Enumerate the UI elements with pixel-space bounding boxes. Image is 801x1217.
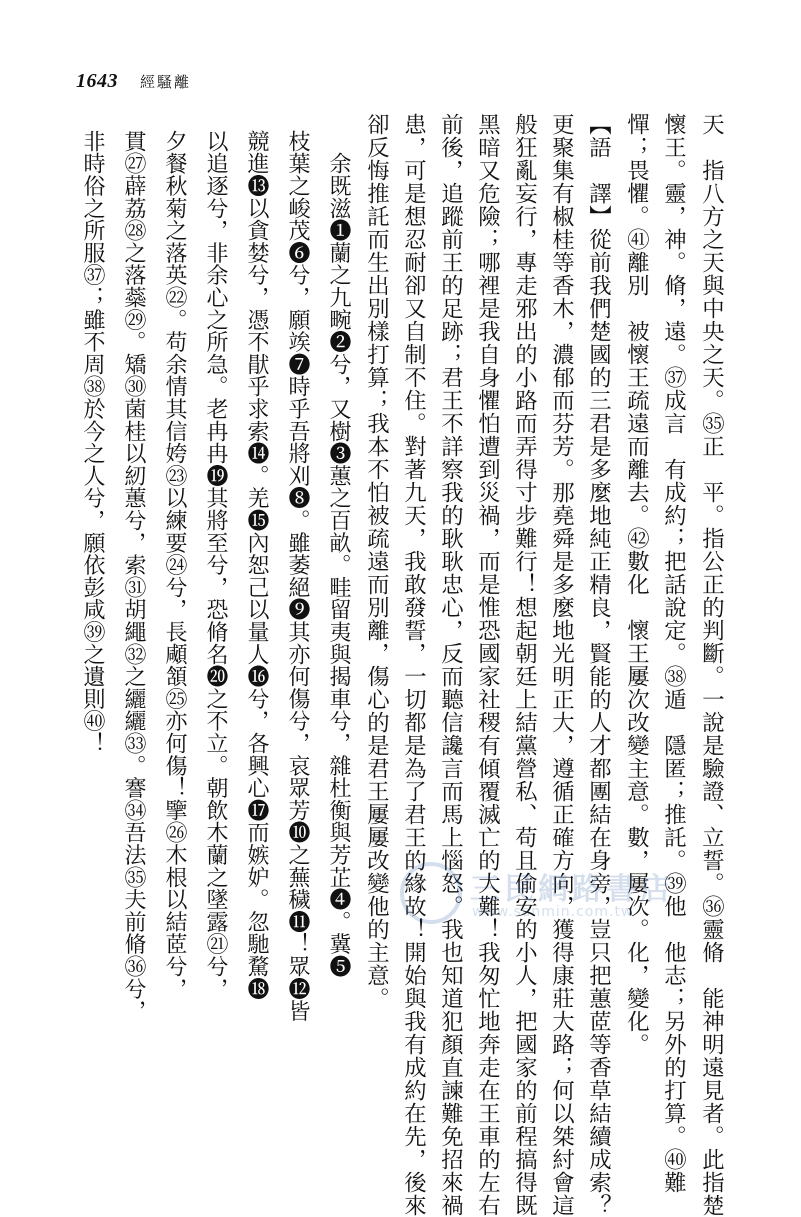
- verse-column-1: 余既滋❶蘭之九畹❷兮，又樹❸蕙之百畝。畦留夷與揭車兮，雜杜衡與芳芷❹。冀❺: [326, 130, 351, 978]
- note-column-2: 懷王。靈，神。脩，遠。㊲成言 有成約；把話說定。㊳遁 隱匿；推託。㊴他 他志；另外的打算。㊵難: [660, 113, 687, 1194]
- verse-column-5: 夕餐秋菊之落英㉒。苟余情其信姱㉓以練要㉔兮，長顑頷㉕亦何傷！擥㉖木根以結茝兮，: [162, 130, 187, 1000]
- publisher-logo-icon: [400, 862, 462, 924]
- translation-column-6: 患，可是想忍耐卻又自制不住。對著九天，我敢發誓，一切都是為了君王的緣故！開始與我有成約在先，後來: [400, 113, 427, 1217]
- verse-column-2: 枝葉之峻茂❻兮，願竢❼時乎吾將刈❽。雖萎絕❾其亦何傷兮，哀眾芳❿之蕪穢⓫！眾⓬皆: [285, 130, 310, 1022]
- verse-column-3: 競進⓭以貪婪兮，憑不猒乎求索⓮。羌⓯內恕己以量人⓰兮，各興心⓱而嫉妒。忽馳騖⓲: [244, 130, 269, 1000]
- translation-column-7: 卻反悔推託而生出別樣打算；我本不怕被疏遠而別離，傷心的是君王屢屢改變他的主意。: [363, 113, 390, 1010]
- verse-column-4: 以追逐兮，非余心之所急。老冉冉⓳其將至兮，恐脩名⓴之不立。朝飲木蘭之墜露㉑兮，: [203, 130, 228, 1000]
- verse-column-7: 非時俗之所服㊲；雖不周㊳於今之人兮，願依彭咸㊴之遺則㊵！: [80, 130, 105, 755]
- watermark-url: www.sanmin.com.tw: [472, 904, 634, 920]
- translation-column-4: 黑暗又危險；哪裡是我自身懼怕遭到災禍，而是惟恐國家社稷有傾覆滅亡的大難！我匆忙地奔走在王車的左右: [474, 113, 501, 1217]
- book-title: 經騷離: [140, 73, 192, 91]
- page-header: [76, 70, 191, 98]
- note-column-1: 天 指八方之天與中央之天。㉟正 平。指公正的判斷。一說是驗證、立誓。㊱靈脩 能神明遠見者。此指楚: [698, 113, 725, 1217]
- watermark-text: 三民網路書店: [470, 872, 674, 907]
- translation-column-2: 更聚集有椒桂等香木，濃郁而芬芳。那堯舜是多麼地光明正大，遵循正確方向，獲得康莊大路；何以桀紂會這: [548, 113, 575, 1217]
- note-column-3: 憚；畏懼。㊶離別 被懷王疏遠而離去。㊷數化 懷王屢次改變主意。數，屢次。化，變化。: [623, 113, 650, 1056]
- translation-column-1: 【語 譯】從前我們楚國的三君是多麼地純正精良，賢能的人才都團結在身旁，豈只把蕙茝等香草結續成索？: [585, 113, 612, 1217]
- translation-column-5: 前後，追蹤前王的足跡；君王不詳察我的耿耿忠心，反而聽信讒言而馬上惱怒。我也知道犯顏直諫難免招來禍: [437, 113, 464, 1217]
- page-number: 1643: [76, 70, 118, 92]
- translation-column-3: 般狂亂妄行，專走邪出的小路而弄得寸步難行！想起朝廷上結黨營私、苟且偷安的小人，把國家的前程搞得既: [511, 113, 538, 1217]
- publisher-watermark: [400, 860, 700, 930]
- verse-column-6: 貫㉗薜荔㉘之落蘂㉙。矯㉚菌桂以紉蕙兮，索㉛胡繩㉜之纚纚㉝。謇㉞吾法㉟夫前脩㊱兮，: [121, 130, 146, 1022]
